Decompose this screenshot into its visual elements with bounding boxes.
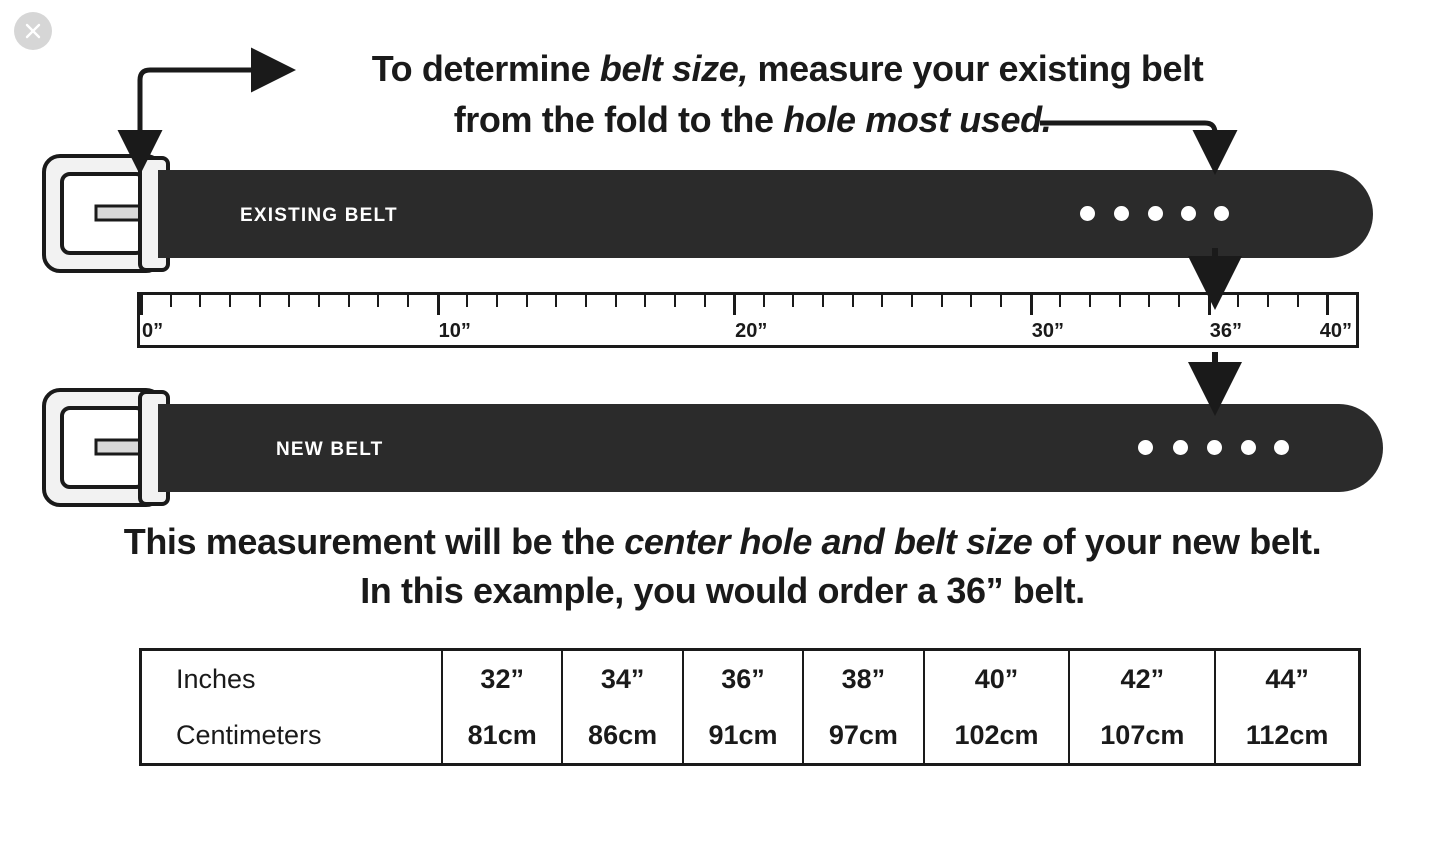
table-row-header: Inches xyxy=(176,663,256,694)
ruler-tick xyxy=(1297,295,1299,307)
ruler-tick xyxy=(674,295,676,307)
ruler-tick xyxy=(941,295,943,307)
ruler-tick xyxy=(1119,295,1121,307)
ruler-tick xyxy=(1237,295,1239,307)
ruler-tick xyxy=(1208,295,1211,315)
footnote-text-emphasis: center hole and belt size xyxy=(624,521,1033,562)
ruler-label: 0” xyxy=(142,320,164,342)
ruler-tick xyxy=(1178,295,1180,307)
table-row xyxy=(141,707,1360,765)
belt-hole xyxy=(1214,206,1229,221)
existing-belt xyxy=(40,148,1370,278)
ruler-label: 20” xyxy=(735,320,768,342)
table-cell: 44” xyxy=(1215,650,1359,708)
ruler-tick xyxy=(170,295,172,307)
belt-hole xyxy=(1114,206,1129,221)
ruler-tick xyxy=(526,295,528,307)
belt-hole xyxy=(1148,206,1163,221)
table-cell: 38” xyxy=(803,650,923,708)
ruler-label: 36” xyxy=(1209,320,1242,342)
headline-text-pre: To determine xyxy=(371,48,600,89)
headline-text-emphasis: belt size, xyxy=(599,48,748,89)
ruler-label: 10” xyxy=(438,320,471,342)
table-cell: 102cm xyxy=(924,707,1070,765)
footnote-text-pre: This measurement will be the xyxy=(123,521,625,562)
ruler-tick xyxy=(763,295,765,307)
ruler-tick xyxy=(822,295,824,307)
ruler-tick xyxy=(259,295,261,307)
belt-hole xyxy=(1138,440,1153,455)
table-cell: 36” xyxy=(683,650,803,708)
table-cell: 91cm xyxy=(683,707,803,765)
ruler-tick xyxy=(1356,295,1358,307)
table-cell: 112cm xyxy=(1215,707,1359,765)
belt-hole xyxy=(1181,206,1196,221)
headline-text-post: measure your existing belt xyxy=(747,48,1204,89)
headline-line-1 xyxy=(0,48,1445,90)
footnote-text-post: of your new belt. xyxy=(1032,521,1322,562)
ruler-tick xyxy=(970,295,972,307)
ruler-tick xyxy=(852,295,854,307)
new-belt-label: NEW BELT xyxy=(276,439,384,460)
new-belt xyxy=(40,382,1380,512)
ruler-tick xyxy=(1326,295,1329,315)
ruler-tick xyxy=(704,295,706,307)
ruler-tick xyxy=(496,295,498,307)
headline-line-2 xyxy=(0,99,1445,141)
ruler-tick xyxy=(437,295,440,315)
footnote-line-1 xyxy=(0,521,1445,563)
ruler-tick xyxy=(466,295,468,307)
ruler-tick xyxy=(1148,295,1150,307)
ruler-tick xyxy=(407,295,409,307)
table-row xyxy=(141,650,1360,708)
ruler-tick xyxy=(318,295,320,307)
table-cell: 107cm xyxy=(1069,707,1215,765)
table-cell: 34” xyxy=(562,650,682,708)
table-cell: 97cm xyxy=(803,707,923,765)
table-cell: 86cm xyxy=(562,707,682,765)
belt-hole xyxy=(1274,440,1289,455)
table-cell: 32” xyxy=(442,650,562,708)
belt-hole xyxy=(1173,440,1188,455)
ruler-tick xyxy=(881,295,883,307)
ruler-tick xyxy=(585,295,587,307)
table-row-header: Centimeters xyxy=(176,719,322,750)
ruler-tick xyxy=(377,295,379,307)
ruler-tick xyxy=(555,295,557,307)
ruler-tick xyxy=(288,295,290,307)
headline2-text-pre: from the fold to the xyxy=(453,99,784,140)
ruler-tick xyxy=(792,295,794,307)
belt-hole xyxy=(1080,206,1095,221)
ruler-tick xyxy=(229,295,231,307)
ruler-tick xyxy=(1000,295,1002,307)
ruler-tick xyxy=(1030,295,1033,315)
size-conversion-table xyxy=(139,648,1361,766)
table-cell: 40” xyxy=(924,650,1070,708)
ruler-tick xyxy=(733,295,736,315)
ruler-tick xyxy=(140,295,143,315)
existing-belt-label: EXISTING BELT xyxy=(240,205,398,226)
ruler-tick xyxy=(348,295,350,307)
ruler-label: 30” xyxy=(1031,320,1064,342)
ruler-tick xyxy=(644,295,646,307)
ruler-tick xyxy=(1089,295,1091,307)
ruler-label: 40” xyxy=(1319,320,1352,342)
table-cell: 42” xyxy=(1069,650,1215,708)
ruler-tick xyxy=(199,295,201,307)
ruler-tick xyxy=(615,295,617,307)
headline2-text-emphasis: hole most used. xyxy=(783,99,1052,140)
table-cell: 81cm xyxy=(442,707,562,765)
belt-hole xyxy=(1207,440,1222,455)
footnote-line-2: In this example, you would order a 36” belt. xyxy=(360,570,1085,611)
belt-hole xyxy=(1241,440,1256,455)
ruler xyxy=(137,292,1359,348)
ruler-tick xyxy=(911,295,913,307)
ruler-tick xyxy=(1267,295,1269,307)
ruler-tick xyxy=(1059,295,1061,307)
